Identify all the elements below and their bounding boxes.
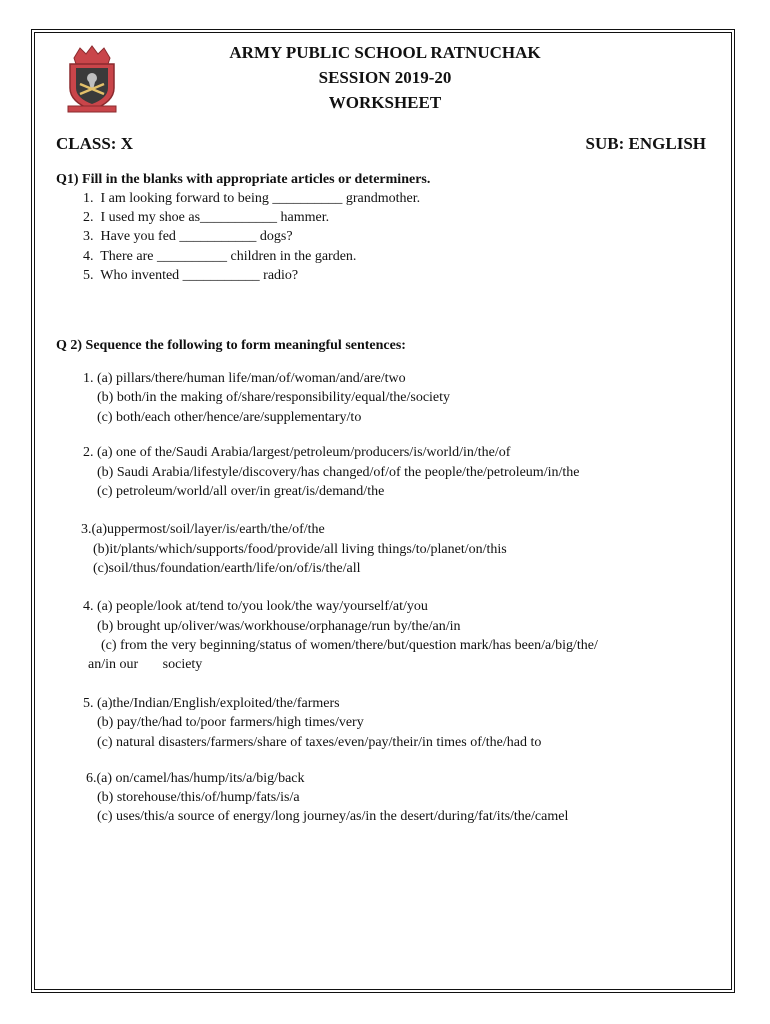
- q1-item: 5. Who invented ___________ radio?: [83, 268, 299, 283]
- q1-item: 4. There are __________ children in the garden.: [83, 249, 357, 264]
- q2-line: (b) Saudi Arabia/lifestyle/discovery/has changed/of/of the people/the/petroleum/in/the: [97, 465, 580, 480]
- q2-line: 3.(a)uppermost/soil/layer/is/earth/the/of/the: [81, 522, 325, 537]
- q2-line: an/in our society: [88, 657, 203, 672]
- q2-line: (b) storehouse/this/of/hump/fats/is/a: [97, 790, 300, 805]
- doc-type-label: WORKSHEET: [328, 93, 442, 112]
- q2-line: (c) from the very beginning/status of women/there/but/question mark/has been/a/big/the/: [101, 638, 598, 653]
- class-label: CLASS: X: [56, 134, 133, 153]
- q2-line: (c) petroleum/world/all over/in great/is/demand/the: [97, 484, 385, 499]
- question-2-title: Q 2) Sequence the following to form meaningful sentences:: [56, 338, 406, 353]
- q2-line: (c) natural disasters/farmers/share of taxes/even/pay/their/in times of/the/had to: [97, 735, 542, 750]
- q1-item: 2. I used my shoe as___________ hammer.: [83, 210, 330, 225]
- session-label: SESSION 2019-20: [318, 68, 452, 87]
- q2-line: 5. (a)the/Indian/English/exploited/the/farmers: [83, 696, 340, 711]
- q2-line: 4. (a) people/look at/tend to/you look/the way/yourself/at/you: [83, 599, 428, 614]
- q2-line: (b)it/plants/which/supports/food/provide/all living things/to/planet/on/this: [93, 542, 507, 557]
- subject-label: SUB: ENGLISH: [585, 134, 706, 153]
- q2-line: 2. (a) one of the/Saudi Arabia/largest/petroleum/producers/is/world/in/the/of: [83, 445, 511, 460]
- q2-line: 6.(a) on/camel/has/hump/its/a/big/back: [86, 771, 305, 786]
- document-header: [0, 40, 770, 115]
- q1-item: 1. I am looking forward to being __________ grandmother.: [83, 191, 421, 206]
- q2-line: (b) pay/the/had to/poor farmers/high times/very: [97, 715, 364, 730]
- q1-item: 3. Have you fed ___________ dogs?: [83, 229, 293, 244]
- question-1-title: Q1) Fill in the blanks with appropriate articles or determiners.: [56, 172, 431, 187]
- q2-line: 1. (a) pillars/there/human life/man/of/woman/and/are/two: [83, 371, 406, 386]
- school-name: ARMY PUBLIC SCHOOL RATNUCHAK: [229, 43, 541, 62]
- q2-line: (c) both/each other/hence/are/supplementary/to: [97, 410, 362, 425]
- q2-line: (b) brought up/oliver/was/workhouse/orphanage/run by/the/an/in: [97, 619, 461, 634]
- q2-line: (b) both/in the making of/share/responsibility/equal/the/society: [97, 390, 451, 405]
- q2-line: (c) uses/this/a source of energy/long journey/as/in the desert/during/fat/its/the/camel: [97, 809, 569, 824]
- q2-line: (c)soil/thus/foundation/earth/life/on/of/is/the/all: [93, 561, 361, 576]
